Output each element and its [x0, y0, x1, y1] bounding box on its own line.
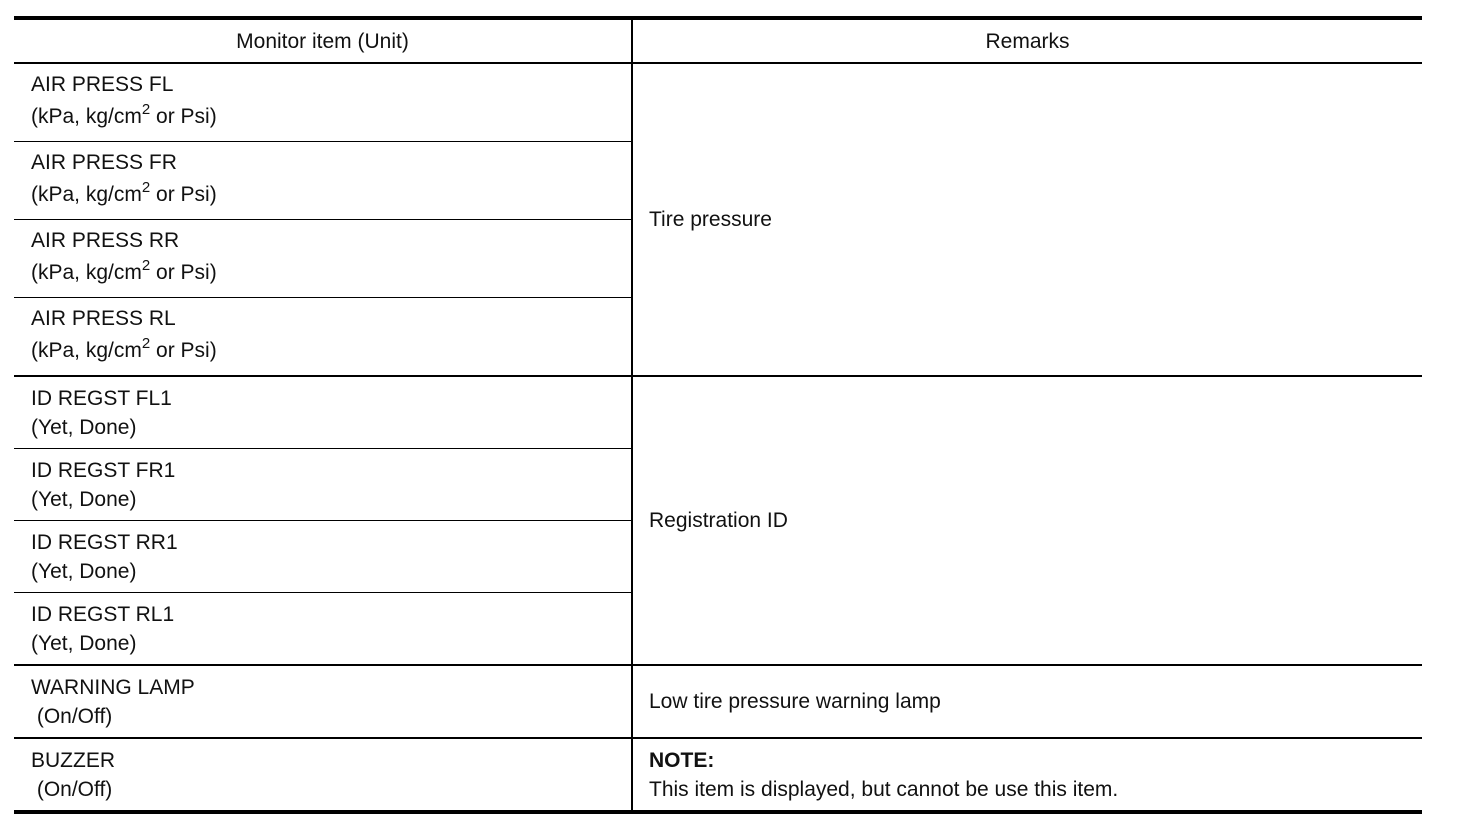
- remark-registration-id: Registration ID: [632, 376, 1422, 665]
- item-cell: [14, 521, 632, 593]
- item-unit: (Yet, Done): [31, 631, 137, 655]
- item-cell: [14, 593, 632, 666]
- item-unit: (kPa, $kg/cm^2$ or Psi): [31, 335, 217, 362]
- item-cell: [14, 738, 632, 812]
- item-unit: (On/Off): [31, 704, 113, 728]
- item-cell: [14, 142, 632, 220]
- note-heading: NOTE:: [649, 748, 715, 772]
- item-name: BUZZER: [31, 748, 115, 772]
- item-name: ID REGST FR1: [31, 458, 176, 482]
- table-row: [14, 738, 1422, 812]
- item-name: AIR PRESS RL: [31, 307, 176, 330]
- item-cell: [14, 665, 632, 738]
- item-name: ID REGST FL1: [31, 386, 172, 410]
- item-cell: [14, 298, 632, 377]
- table-row: [14, 63, 1422, 142]
- item-unit: (On/Off): [31, 777, 113, 801]
- item-name: AIR PRESS RR: [31, 229, 180, 252]
- table-row: [14, 376, 1422, 449]
- header-remarks: Remarks: [632, 18, 1422, 63]
- table-header-row: [14, 18, 1422, 63]
- item-cell: [14, 63, 632, 142]
- item-name: AIR PRESS FL: [31, 73, 174, 96]
- remark-tire-pressure: Tire pressure: [632, 63, 1422, 376]
- note-text: This item is displayed, but cannot be use this item.: [649, 777, 1119, 801]
- item-unit: (kPa, $kg/cm^2$ or Psi): [31, 257, 217, 284]
- header-monitor-item: Monitor item (Unit): [14, 18, 632, 63]
- table-row: [14, 665, 1422, 738]
- remark-warning-lamp: Low tire pressure warning lamp: [632, 665, 1422, 738]
- item-cell: [14, 220, 632, 298]
- item-name: ID REGST RL1: [31, 602, 175, 626]
- item-unit: (Yet, Done): [31, 487, 137, 511]
- item-name: AIR PRESS FR: [31, 151, 177, 174]
- item-cell: [14, 449, 632, 521]
- item-name: WARNING LAMP: [31, 675, 195, 699]
- item-name: ID REGST RR1: [31, 530, 178, 554]
- remark-buzzer-note: [632, 738, 1422, 812]
- item-unit: (kPa, $kg/cm^2$ or Psi): [31, 179, 217, 206]
- item-cell: [14, 376, 632, 449]
- item-unit: (Yet, Done): [31, 559, 137, 583]
- item-unit: (Yet, Done): [31, 415, 137, 439]
- item-unit: (kPa, $kg/cm^2$ or Psi): [31, 101, 217, 128]
- monitor-item-table: [14, 16, 1422, 814]
